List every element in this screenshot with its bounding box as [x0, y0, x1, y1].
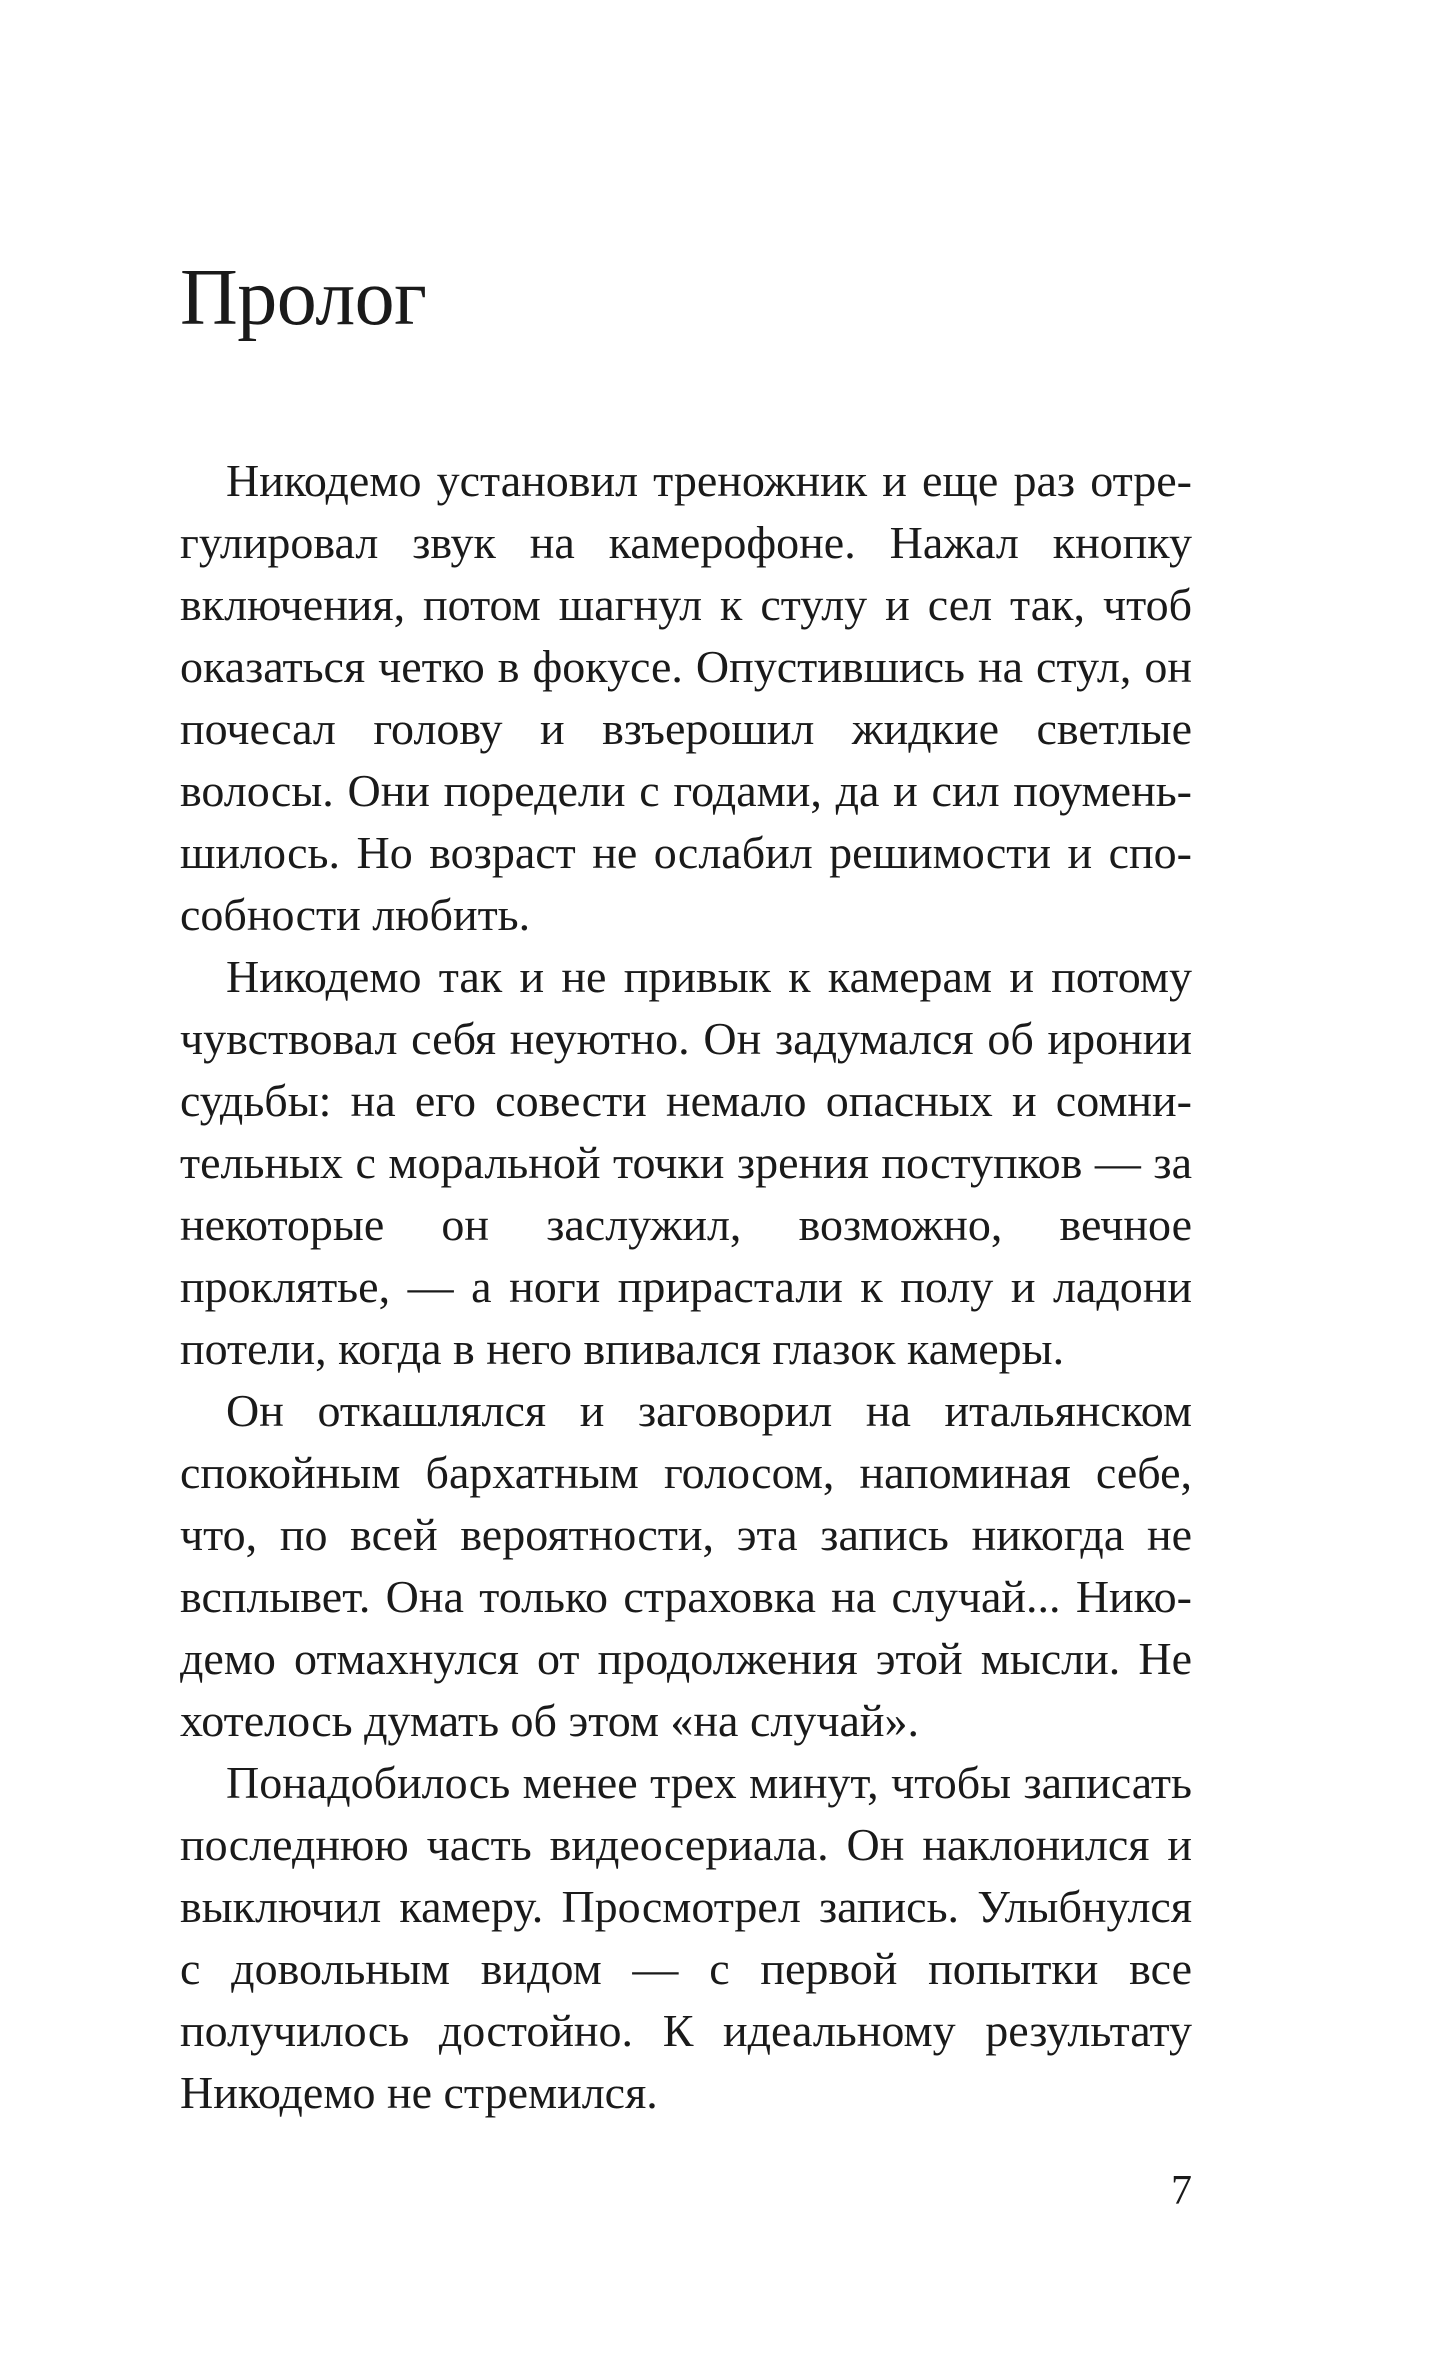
paragraph: Понадобилось менее трех минут, чтобы записать последнюю часть видеосериала. Он наклонился и выключил камеру. Просмотрел запись. Улыбнулся с довольным видом — с первой попытки все получилось достойно. К идеальному результату Никодемо не стремился. [180, 1757, 1192, 2118]
chapter-title: Пролог [180, 254, 427, 342]
page-number: 7 [1171, 2168, 1192, 2214]
paragraph: Он откашлялся и заговорил на итальянском спокойным бархатным голосом, напоминая себе, что, по всей вероятности, эта запись никогда не всплывет. Она только страховка на случай... Никодемо отмахнулся от продолжения этой мысли. Не хотелось думать об этом «на случай». [180, 1385, 1192, 1746]
body-text [180, 450, 1192, 2124]
paragraph: Никодемо установил треножник и еще раз отрегулировал звук на камерофоне. Нажал кнопку включения, потом шагнул к стулу и сел так, чтоб оказаться четко в фокусе. Опустившись на стул, он почесал голову и взъерошил жидкие светлые волосы. Они поредели с годами, да и сил поуменьшилось. Но возраст не ослабил решимости и способности любить. [180, 455, 1192, 940]
paragraph: Никодемо так и не привык к камерам и потому чувствовал себя неуютно. Он задумался об иронии судьбы: на его совести немало опасных и сомнительных с моральной точки зрения поступков — за некоторые он заслужил, возможно, вечное проклятье, — а ноги прирастали к полу и ладони потели, когда в него впивался глазок камеры. [180, 951, 1192, 1374]
